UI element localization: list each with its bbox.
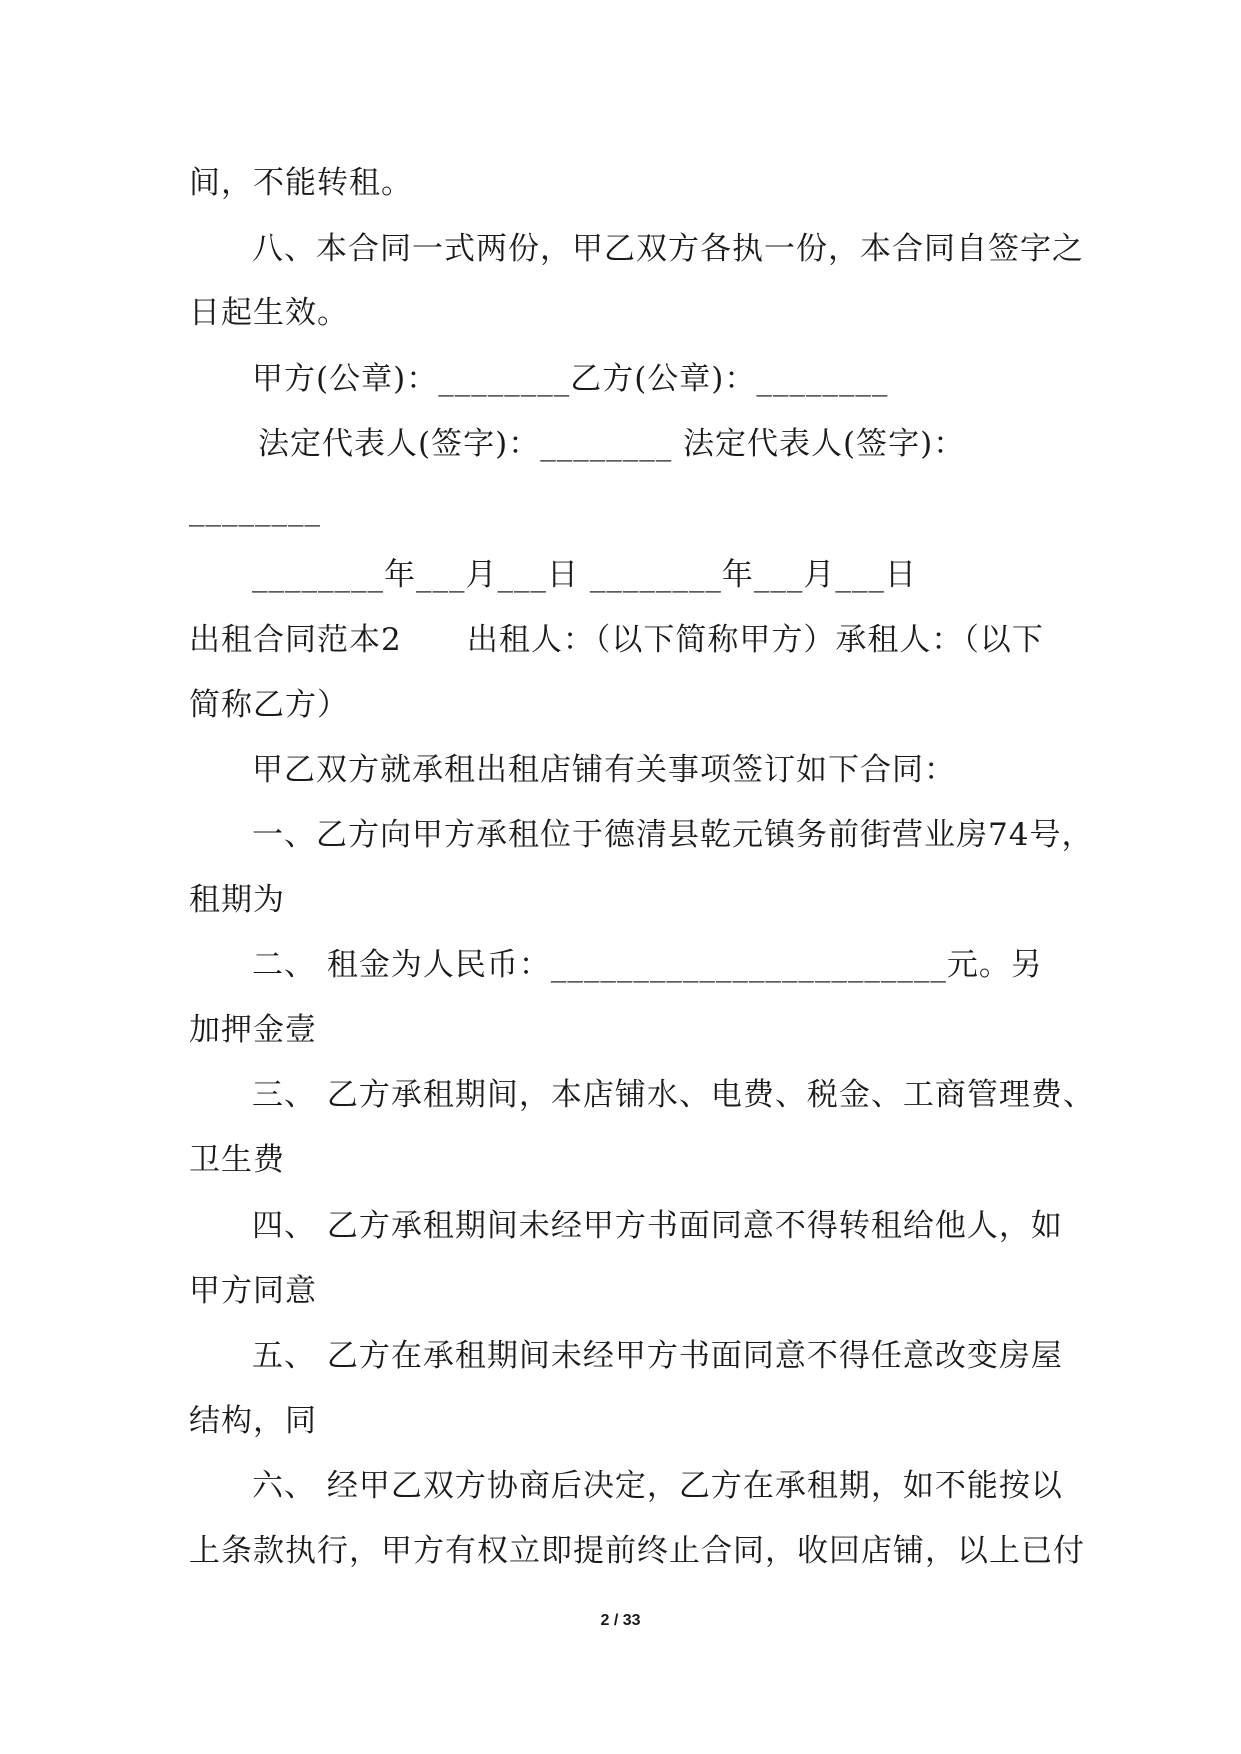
clause-line: 六、 经甲乙双方协商后决定，乙方在承租期，如不能按以 bbox=[252, 1468, 1063, 1504]
signature-line: 法定代表人(签字)：________ 法定代表人(签字)： bbox=[258, 426, 966, 462]
body-line: 日起生效。 bbox=[189, 295, 349, 331]
clause-line: 结构，同 bbox=[189, 1403, 317, 1439]
body-line: 甲乙双方就承租出租店铺有关事项签订如下合同： bbox=[252, 752, 956, 788]
body-line: 八、本合同一式两份，甲乙双方各执一份，本合同自签字之 bbox=[252, 231, 1084, 267]
signature-line: ________ bbox=[189, 491, 321, 527]
body-line: 简称乙方） bbox=[189, 687, 349, 723]
clause-line: 加押金壹 bbox=[189, 1012, 317, 1048]
clause-line: 三、 乙方承租期间，本店铺水、电费、税金、工商管理费、 bbox=[252, 1077, 1095, 1113]
body-line: 间，不能转租。 bbox=[189, 165, 413, 201]
date-line: ________年___月___日 ________年___月___日 bbox=[252, 557, 917, 593]
clause-line: 甲方同意 bbox=[189, 1273, 317, 1309]
clause-line: 租期为 bbox=[189, 882, 285, 918]
clause-line: 卫生费 bbox=[189, 1142, 285, 1178]
clause-line: 一、乙方向甲方承租位于德清县乾元镇务前街营业房74号， bbox=[252, 817, 1094, 853]
clause-line: 二、 租金为人民币：________________________元。另 bbox=[252, 947, 1043, 983]
clause-line: 五、 乙方在承租期间未经甲方书面同意不得任意改变房屋 bbox=[252, 1338, 1063, 1374]
clause-line: 四、 乙方承租期间未经甲方书面同意不得转租给他人，如 bbox=[252, 1208, 1063, 1244]
section-heading: 出租合同范本2 出租人：（以下简称甲方）承租人：（以下 bbox=[189, 622, 1044, 658]
clause-line: 上条款执行，甲方有权立即提前终止合同，收回店铺，以上已付 bbox=[189, 1533, 1085, 1569]
signature-line: 甲方(公章)：________乙方(公章)：________ bbox=[252, 361, 889, 397]
page-number: 2 / 33 bbox=[600, 1612, 641, 1629]
